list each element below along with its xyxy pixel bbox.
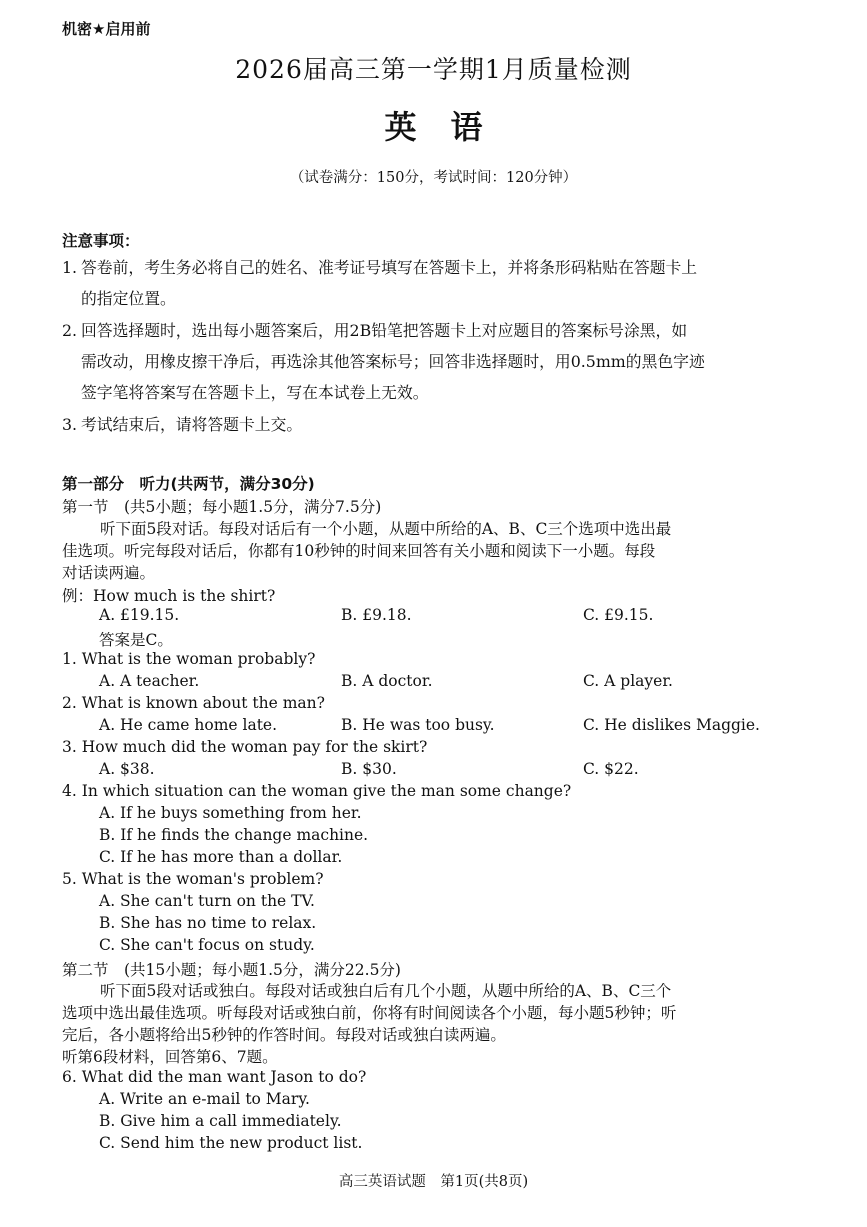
exam-info: （试卷满分：150分，考试时间：120分钟） (289, 170, 578, 186)
example-question: 例：How much is the shirt? (62, 587, 276, 605)
notice-text: 回答选择题时，选出每小题答案后，用2B铅笔把答题卡上对应题目的答案标号涂黑，如 (81, 321, 688, 340)
option-a: A. A teacher. (99, 672, 200, 690)
option-b: B. $30. (341, 760, 397, 778)
section2-heading: 第二节 (共15小题；每小题1.5分，满分22.5分) (62, 961, 401, 979)
option-c: C. She can't focus on study. (99, 936, 315, 954)
notice-text: 的指定位置。 (81, 289, 176, 308)
question-6: 6. What did the man want Jason to do? (62, 1068, 367, 1086)
example-option-b: B. £9.18. (341, 606, 412, 624)
notice-heading: 注意事项： (62, 232, 140, 250)
notice-number: 3. (62, 415, 78, 434)
option-a: A. Write an e-mail to Mary. (99, 1090, 310, 1108)
notice-number: 1. (62, 258, 78, 277)
exam-title: 2026届高三第一学期1月质量检测 (235, 55, 632, 84)
option-c: C. If he has more than a dollar. (99, 848, 343, 866)
section2-instructions: 听下面5段对话或独白。每段对话或独白后有几个小题，从题中所给的A、B、C三个 (100, 982, 672, 1000)
question-4: 4. In which situation can the woman give the man some change? (62, 782, 572, 800)
question-1: 1. What is the woman probably? (62, 650, 316, 668)
notice-text: 需改动，用橡皮擦干净后，再选涂其他答案标号；回答非选择题时，用0.5mm的黑色字迹 (81, 352, 705, 371)
section2-instructions: 完后，各小题将给出5秒钟的作答时间。每段对话或独白读两遍。 (62, 1026, 506, 1044)
material-note: 听第6段材料，回答第6、7题。 (62, 1048, 278, 1066)
option-b: B. If he finds the change machine. (99, 826, 369, 844)
part1-heading: 第一部分 听力(共两节，满分30分) (62, 475, 315, 493)
section1-instructions: 对话读两遍。 (62, 564, 156, 582)
option-c: C. A player. (583, 672, 673, 690)
option-c: C. $22. (583, 760, 639, 778)
option-a: A. If he buys something from her. (99, 804, 362, 822)
page-footer: 高三英语试题 第1页(共8页) (338, 1174, 529, 1190)
notice-number: 2. (62, 321, 78, 340)
option-b: B. A doctor. (341, 672, 433, 690)
section1-heading: 第一节 (共5小题；每小题1.5分，满分7.5分) (62, 498, 382, 516)
notice-item-2 (62, 315, 822, 408)
example-option-c: C. £9.15. (583, 606, 654, 624)
example-option-a: A. £19.15. (99, 606, 180, 624)
confidential-label: 机密★启用前 (62, 20, 151, 38)
question-2: 2. What is known about the man? (62, 694, 325, 712)
notice-item-1 (62, 252, 822, 314)
option-b: B. She has no time to relax. (99, 914, 317, 932)
question-5: 5. What is the woman's problem? (62, 870, 324, 888)
option-b: B. He was too busy. (341, 716, 495, 734)
section1-instructions: 听下面5段对话。每段对话后有一个小题，从题中所给的A、B、C三个选项中选出最 (100, 520, 672, 538)
option-a: A. $38. (99, 760, 155, 778)
section1-instructions: 佳选项。听完每段对话后，你都有10秒钟的时间来回答有关小题和阅读下一小题。每段 (62, 542, 656, 560)
option-c: C. Send him the new product list. (99, 1134, 363, 1152)
notice-item-3 (62, 409, 822, 440)
section2-instructions: 选项中选出最佳选项。听每段对话或独白前，你将有时间阅读各个小题，每小题5秒钟；听 (62, 1004, 677, 1022)
option-a: A. She can't turn on the TV. (99, 892, 315, 910)
notice-text: 签字笔将答案写在答题卡上，写在本试卷上无效。 (81, 383, 429, 402)
notice-text: 考试结束后，请将答题卡上交。 (81, 415, 303, 434)
option-b: B. Give him a call immediately. (99, 1112, 342, 1130)
option-c: C. He dislikes Maggie. (583, 716, 760, 734)
question-3: 3. How much did the woman pay for the skirt? (62, 738, 428, 756)
notice-text: 答卷前，考生务必将自己的姓名、准考证号填写在答题卡上，并将条形码粘贴在答题卡上 (81, 258, 698, 277)
subject-title: 英语 (384, 108, 517, 146)
option-a: A. He came home late. (99, 716, 278, 734)
example-answer: 答案是C。 (99, 631, 173, 649)
